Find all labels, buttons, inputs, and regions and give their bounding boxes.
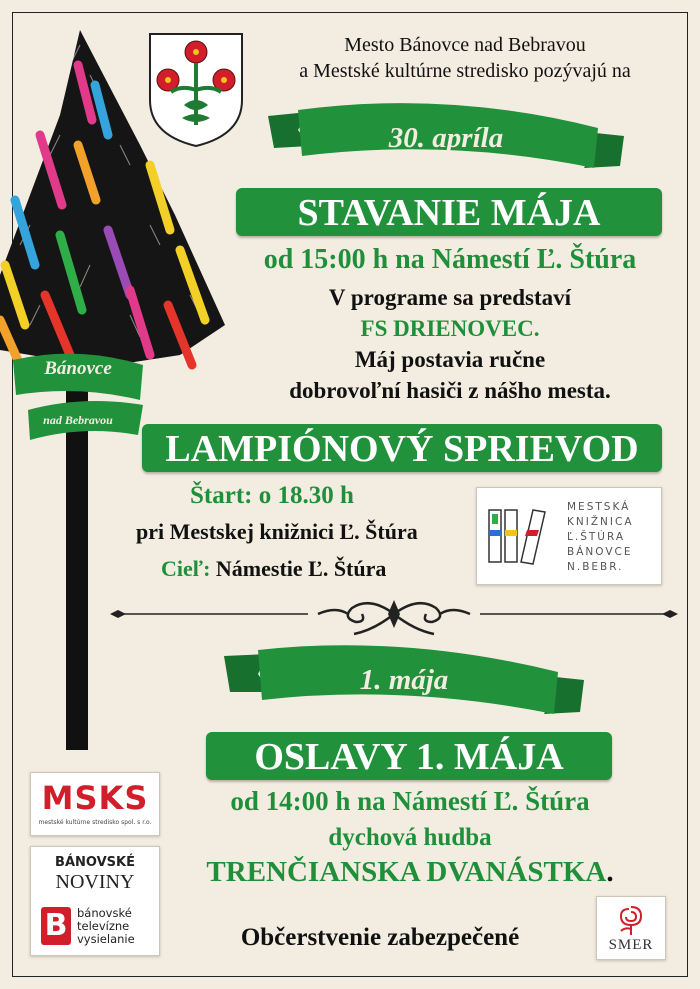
tv-logo-icon bbox=[41, 907, 71, 945]
date-ribbon-april bbox=[268, 98, 624, 180]
oslavy-band bbox=[170, 856, 650, 889]
stavanie-ensemble: FS DRIENOVEC. bbox=[360, 316, 540, 341]
noviny-logo-bottom: NOVINY bbox=[55, 871, 135, 893]
msks-logo-name: MSKS bbox=[41, 779, 149, 817]
rose-icon bbox=[613, 901, 649, 937]
section-title-oslavy: OSLAVY 1. MÁJA bbox=[206, 732, 612, 780]
library-books-icon bbox=[487, 506, 549, 566]
tv-logo-line-2: televízne bbox=[77, 919, 130, 933]
stavanie-program-line: V programe sa predstaví bbox=[328, 285, 572, 310]
oslavy-band-name: TRENČIANSKA DVANÁSTKA bbox=[206, 856, 607, 888]
library-name-line-3: Ľ.ŠTÚRA bbox=[567, 531, 626, 543]
sprievod-end-place: Námestie Ľ. Štúra bbox=[215, 556, 387, 581]
oslavy-time-place: od 14:00 h na Námestí Ľ. Štúra bbox=[230, 786, 590, 816]
stavanie-builders-line-1: Máj postavia ručne bbox=[354, 347, 546, 372]
library-name bbox=[567, 500, 634, 575]
smer-logo bbox=[596, 896, 666, 960]
msks-logo bbox=[30, 772, 160, 836]
organizer-line-1: Mesto Bánovce nad Bebravou bbox=[344, 34, 586, 56]
oslavy-music-line: dychová hudba bbox=[328, 824, 492, 851]
tv-logo-text bbox=[77, 907, 135, 946]
sprievod-start-place: pri Mestskej knižnici Ľ. Štúra bbox=[136, 519, 418, 544]
sprievod-start-time: Štart: o 18.30 h bbox=[190, 482, 354, 509]
date-ribbon-may bbox=[224, 640, 584, 724]
tv-logo-line-3: vysielanie bbox=[77, 932, 135, 946]
sprievod-end bbox=[161, 556, 386, 582]
oslavy-band-dot: . bbox=[606, 856, 614, 888]
date-april-label: 30. apríla bbox=[388, 122, 504, 154]
library-name-line-2: KNIŽNICA bbox=[567, 516, 634, 528]
smer-logo-text: SMER bbox=[608, 937, 654, 953]
banner-town-name: Bánovce bbox=[44, 358, 112, 379]
tv-logo-letter: B bbox=[44, 908, 68, 943]
sprievod-end-label: Cieľ: bbox=[161, 556, 211, 581]
msks-logo-subtitle: mestské kultúrne stredisko spol. s r.o. bbox=[38, 819, 152, 826]
town-banner-ribbon bbox=[8, 340, 148, 450]
stavanie-builders-line-2: dobrovoľní hasiči z nášho mesta. bbox=[289, 378, 611, 403]
refreshments-note: Občerstvenie zabezpečené bbox=[240, 924, 520, 951]
library-name-line-4: BÁNOVCE bbox=[567, 546, 633, 558]
noviny-logo-top: BÁNOVSKÉ bbox=[55, 855, 135, 870]
banner-town-subtitle: nad Bebravou bbox=[43, 413, 113, 427]
noviny-tv-logo bbox=[30, 846, 160, 956]
ornament-divider-icon bbox=[108, 594, 680, 638]
date-may-label: 1. mája bbox=[359, 664, 449, 696]
organizer-line-2: a Mestské kultúrne stredisko pozývajú na bbox=[299, 60, 631, 82]
section-title-stavanie: STAVANIE MÁJA bbox=[236, 188, 662, 236]
coat-of-arms-icon bbox=[146, 30, 246, 150]
library-name-line-1: MESTSKÁ bbox=[567, 501, 631, 513]
stavanie-time-place: od 15:00 h na Námestí Ľ. Štúra bbox=[263, 244, 637, 275]
library-logo bbox=[476, 487, 662, 585]
section-title-lampionovy: LAMPIÓNOVÝ SPRIEVOD bbox=[142, 424, 662, 472]
library-name-line-5: N.BEBR. bbox=[567, 561, 624, 573]
tv-logo-line-1: bánovské bbox=[77, 906, 132, 920]
